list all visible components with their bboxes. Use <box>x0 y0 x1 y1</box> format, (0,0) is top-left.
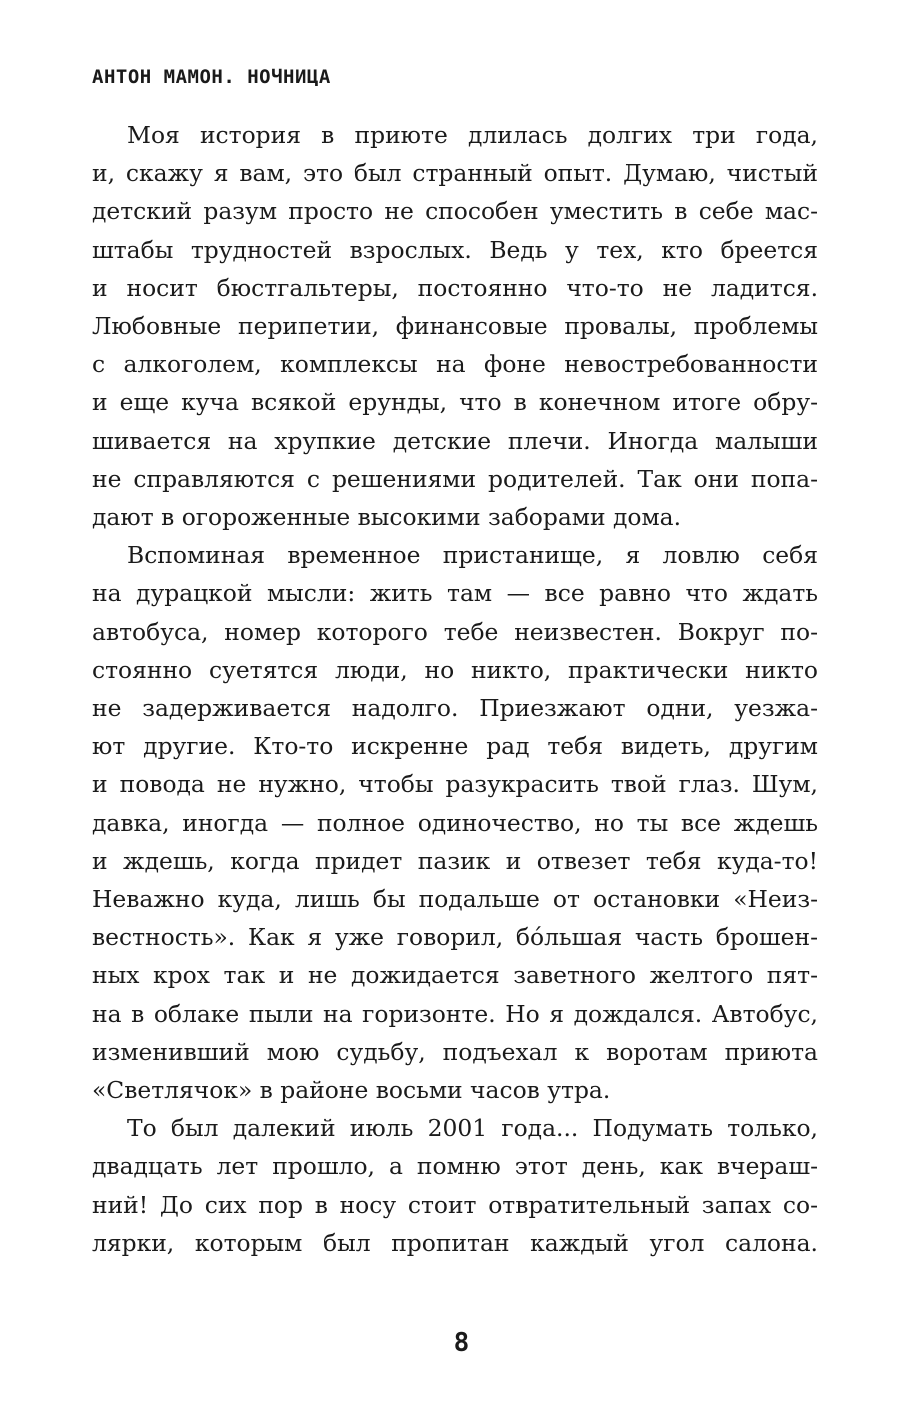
text-line: ных крох так и не дожидается заветного желтого пят- <box>92 961 818 990</box>
text-line: ний! До сих пор в носу стоит отвратительный запах со- <box>92 1190 818 1219</box>
text-line: не справляются с решениями родителей. Так они попа- <box>92 464 818 493</box>
paragraph <box>92 536 818 1109</box>
body-text <box>92 116 818 1262</box>
text-line: ют другие. Кто-то искренне рад тебя видеть, другим <box>92 732 818 761</box>
text-line: шивается на хрупкие детские плечи. Иногда малыши <box>92 426 818 455</box>
running-head: АНТОН МАМОН. НОЧНИЦА <box>92 66 331 88</box>
text-line: и, скажу я вам, это был странный опыт. Думаю, чистый <box>92 159 818 188</box>
text-line: Вспоминая временное пристанище, я ловлю себя <box>127 541 818 570</box>
text-line: автобуса, номер которого тебе неизвестен. Вокруг по- <box>92 617 818 646</box>
text-line: штабы трудностей взрослых. Ведь у тех, кто бреется <box>92 235 818 264</box>
text-line: стоянно суетятся люди, но никто, практически никто <box>92 655 818 684</box>
text-line: детский разум просто не способен уместить в себе мас- <box>92 197 818 226</box>
text-line: на дурацкой мысли: жить там — все равно что ждать <box>92 579 818 608</box>
text-line: Любовные перипетии, финансовые провалы, проблемы <box>92 312 818 341</box>
text-line: дают в огороженные высокими заборами дома. <box>92 503 682 532</box>
text-line: лярки, которым был пропитан каждый угол салона. <box>92 1228 818 1257</box>
text-line: не задерживается надолго. Приезжают одни, уезжа- <box>92 694 818 723</box>
text-line: «Светлячок» в районе восьми часов утра. <box>92 1076 611 1105</box>
text-line: и еще куча всякой ерунды, что в конечном итоге обру- <box>92 388 818 417</box>
text-line: и носит бюстгальтеры, постоянно что-то не ладится. <box>92 273 818 302</box>
paragraph <box>92 116 818 536</box>
text-line: с алкоголем, комплексы на фоне невостребованности <box>92 350 818 379</box>
text-line: и ждешь, когда придет пазик и отвезет тебя куда-то! <box>92 846 818 875</box>
text-line: Моя история в приюте длилась долгих три года, <box>127 121 818 149</box>
text-line: То был далекий июль 2001 года... Подумать только, <box>127 1114 818 1143</box>
text-line: изменивший мою судьбу, подъехал к воротам приюта <box>92 1037 818 1066</box>
text-line: давка, иногда — полное одиночество, но ты все ждешь <box>92 808 818 837</box>
text-line: вестность». Как я уже говорил, бóльшая часть брошен- <box>92 923 818 952</box>
page-number: 8 <box>453 1328 470 1358</box>
paragraph <box>92 1109 818 1262</box>
text-line: и повода не нужно, чтобы разукрасить твой глаз. Шум, <box>92 770 818 799</box>
text-line: двадцать лет прошло, а помню этот день, как вчераш- <box>92 1152 818 1181</box>
text-line: Неважно куда, лишь бы подальше от остановки «Неиз- <box>92 885 818 914</box>
text-line: на в облаке пыли на горизонте. Но я дождался. Автобус, <box>92 999 818 1028</box>
